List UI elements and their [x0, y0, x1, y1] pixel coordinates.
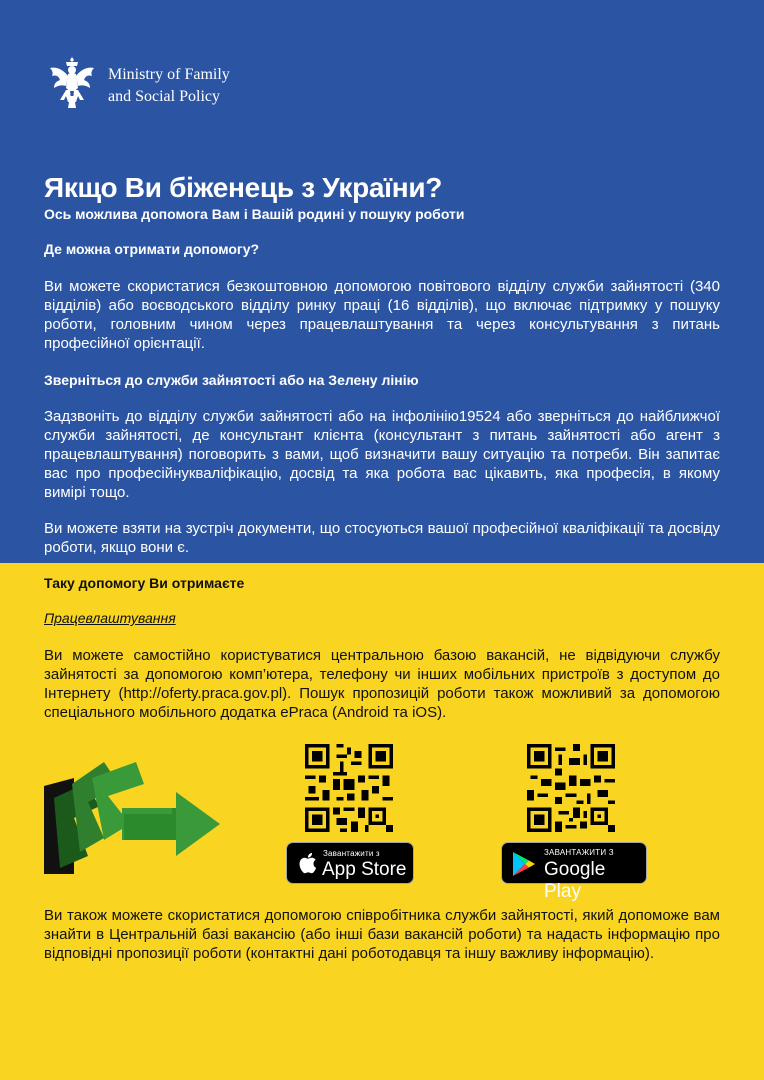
- googleplay-qr-code-icon: [527, 744, 615, 832]
- section3-text-1: Ви можете самостійно користуватися центральною базою вакансій, не відвідуючи службу зайнятості за допомогою комп’ютера, телефону чи інших мобільних пристроїв з доступом до Інтернету (http://oferty.praca.gov.pl). Пошук пропозицій роботи також можливий за допомогою спеціального мобільного додатка ePraca (Android та iOS).: [44, 647, 720, 721]
- ministry-line-1: Ministry of Family: [108, 66, 230, 83]
- google-play-small-label: ЗАВАНТАЖИТИ З: [544, 848, 614, 857]
- app-store-button[interactable]: [286, 842, 414, 884]
- epraca-arrows-logo-icon: [44, 756, 224, 876]
- section1-text: Ви можете скористатися безкоштовною допомогою повітового відділу служби зайнятості (340 відділів) або воєводського відділу ринку праці (16 відділів), що включає підтримку у пошуку роботи, головним чином через працевлаштування та через консультування з питань професійної орієнтації.: [44, 278, 720, 352]
- app-store-small-label: Завантажити з: [323, 849, 380, 858]
- section2-text-2: Ви можете взяти на зустріч документи, що стосуються вашої професійної кваліфікації та досвіду роботи, якщо вони є.: [44, 520, 720, 556]
- google-play-icon: [512, 851, 536, 877]
- page-subtitle: Ось можлива допомога Вам і Вашій родині у пошуку роботи: [44, 206, 465, 222]
- google-play-button[interactable]: [501, 842, 647, 902]
- app-store-label: App Store: [322, 859, 407, 880]
- ministry-name: [108, 64, 230, 108]
- apple-icon: [297, 851, 317, 875]
- page-title: Якщо Ви біженець з України?: [44, 172, 443, 203]
- section1-heading: Де можна отримати допомогу?: [44, 241, 260, 257]
- appstore-qr-code-icon: [305, 744, 393, 832]
- section3-text-2: Ви також можете скористатися допомогою співробітника служби зайнятості, який допоможе вам знайти в Центральній базі вакансію (або інші бази вакансій роботи) та надасть інформацію про відповідні пропозиції роботи (контактні дані роботодавця та іншу важливу інформацію).: [44, 907, 720, 962]
- google-play-label: Google Play: [544, 859, 606, 902]
- section3-subheading: Працевлаштування: [44, 610, 176, 626]
- section2-heading: Зверніться до служби зайнятості або на Зелену лінію: [44, 372, 419, 388]
- section2-text-1: Задзвоніть до відділу служби зайнятості або на інфолінію19524 або зверніться до найближчої служби зайнятості, де консультант клієнта (консультант з питань зайнятості або агент з працевлаштування) поговорить з вами, щоб визначити вашу ситуацію та потреби. Він запитає вас про професійнукваліфікацію, досвід та яка робота вас цікавить, яка професія, в якому вимірі тощо.: [44, 408, 720, 501]
- section3-heading: Таку допомогу Ви отримаєте: [44, 575, 245, 591]
- polish-eagle-emblem-icon: [44, 56, 100, 112]
- ministry-line-2: and Social Policy: [108, 88, 220, 105]
